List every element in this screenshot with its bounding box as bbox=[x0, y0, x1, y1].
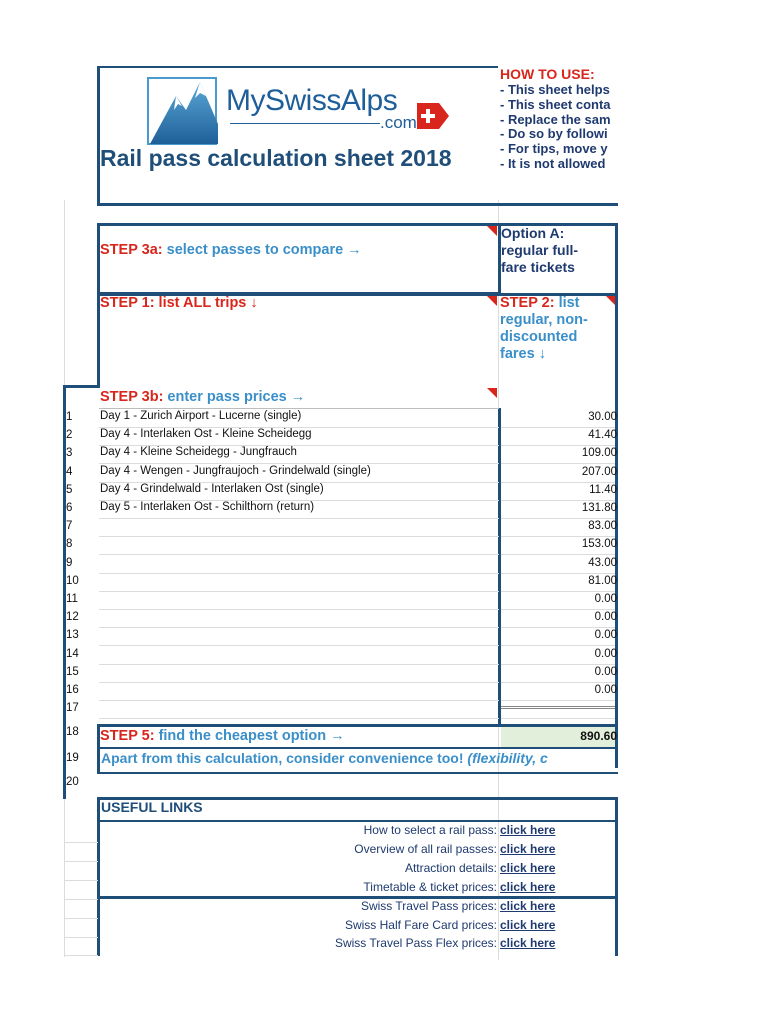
row-gridline bbox=[64, 899, 98, 900]
fare-cell[interactable]: 11.40 bbox=[589, 484, 617, 496]
row-gridline bbox=[64, 918, 98, 919]
how-to-line: - Do so by followi bbox=[500, 126, 608, 141]
row-gridline bbox=[99, 700, 499, 701]
row-gridline bbox=[99, 554, 499, 555]
fare-gridline bbox=[501, 645, 615, 646]
click-here-link[interactable]: click here bbox=[500, 918, 556, 932]
row-number: 10 bbox=[66, 575, 79, 587]
row-gridline bbox=[99, 609, 499, 610]
comment-flag-icon bbox=[487, 388, 497, 398]
useful-link-label: Attraction details: bbox=[404, 861, 497, 875]
row-number: 6 bbox=[66, 502, 73, 514]
row-number: 19 bbox=[66, 752, 79, 764]
fare-cell[interactable]: 0.00 bbox=[594, 684, 617, 696]
row-number: 5 bbox=[66, 484, 73, 496]
table-top-border bbox=[63, 385, 100, 388]
row-number: 11 bbox=[66, 593, 78, 605]
row-gridline bbox=[64, 880, 98, 881]
useful-link-label: How to select a rail pass: bbox=[363, 823, 497, 837]
fare-gridline bbox=[501, 536, 615, 537]
header-box-bottom-border bbox=[97, 203, 618, 206]
trip-cell[interactable]: Day 4 - Grindelwald - Interlaken Ost (single) bbox=[100, 483, 324, 495]
step3b-text: STEP 3b: enter pass prices → bbox=[100, 389, 306, 405]
row-number: 14 bbox=[66, 648, 79, 660]
row-gridline bbox=[99, 463, 499, 464]
row-gridline bbox=[99, 591, 499, 592]
row-number: 15 bbox=[66, 666, 79, 678]
row-gridline bbox=[99, 627, 499, 628]
trip-cell[interactable]: Day 4 - Wengen - Jungfraujoch - Grindelwald (single) bbox=[100, 465, 371, 477]
fare-column-left-border bbox=[498, 408, 501, 726]
fare-gridline bbox=[501, 427, 615, 428]
click-here-link[interactable]: click here bbox=[500, 936, 556, 950]
fare-cell[interactable]: 0.00 bbox=[594, 648, 617, 660]
fare-gridline bbox=[501, 591, 615, 592]
trip-cell[interactable]: Day 4 - Interlaken Ost - Kleine Scheidegg bbox=[100, 428, 312, 440]
how-to-heading: HOW TO USE: bbox=[500, 66, 595, 82]
row-number: 13 bbox=[66, 629, 79, 641]
fare-gridline bbox=[501, 682, 615, 683]
row-number: 8 bbox=[66, 538, 73, 550]
fare-cell[interactable]: 131.80 bbox=[581, 502, 617, 514]
row-number: 20 bbox=[66, 776, 79, 788]
row-gridline bbox=[64, 861, 98, 862]
comment-flag-icon bbox=[487, 296, 497, 306]
row-number: 2 bbox=[66, 429, 73, 441]
fare-gridline bbox=[501, 609, 615, 610]
fare-gridline bbox=[501, 573, 615, 574]
row-number: 12 bbox=[66, 611, 79, 623]
useful-link-label: Swiss Travel Pass Flex prices: bbox=[334, 936, 497, 950]
fare-gridline bbox=[501, 482, 615, 483]
step3a-box bbox=[97, 223, 501, 295]
fare-cell[interactable]: 41.40 bbox=[588, 429, 617, 441]
useful-link-label: Swiss Half Fare Card prices: bbox=[344, 918, 497, 932]
fare-cell[interactable]: 0.00 bbox=[594, 593, 617, 605]
row-number: 17 bbox=[66, 702, 79, 714]
row-gridline bbox=[64, 842, 98, 843]
how-to-line: - Replace the sam bbox=[500, 112, 611, 127]
useful-link-label: Swiss Travel Pass prices: bbox=[360, 899, 497, 913]
fare-gridline bbox=[501, 664, 615, 665]
total-value: 890.60 bbox=[580, 729, 617, 743]
fare-gridline bbox=[501, 627, 615, 628]
row-gridline bbox=[99, 536, 499, 537]
row-gridline bbox=[64, 937, 98, 938]
row-gridline bbox=[99, 664, 499, 665]
row-number: 7 bbox=[66, 520, 73, 532]
logo-underline bbox=[230, 123, 380, 124]
row-number: 9 bbox=[66, 557, 73, 569]
trip-cell[interactable]: Day 4 - Kleine Scheidegg - Jungfrauch bbox=[100, 446, 297, 458]
step5-text: STEP 5: find the cheapest option → bbox=[100, 728, 345, 744]
how-to-line: - This sheet conta bbox=[500, 97, 611, 112]
row-gridline bbox=[64, 955, 98, 956]
useful-links-heading-border bbox=[97, 820, 618, 822]
fare-cell[interactable]: 30.00 bbox=[588, 411, 617, 423]
row-number: 3 bbox=[66, 447, 73, 459]
page-title: Rail pass calculation sheet 2018 bbox=[100, 145, 452, 171]
step1-text: STEP 1: list ALL trips ↓ bbox=[100, 295, 258, 311]
convenience-bottom-border bbox=[97, 772, 618, 774]
fare-sum-line bbox=[501, 706, 615, 709]
logo-domain-text: .com bbox=[380, 113, 417, 132]
how-to-line: - This sheet helps bbox=[500, 82, 610, 97]
fare-cell[interactable]: 0.00 bbox=[594, 611, 617, 623]
fare-gridline bbox=[501, 718, 615, 719]
fare-cell[interactable]: 153.00 bbox=[581, 538, 617, 550]
fare-gridline bbox=[501, 700, 615, 701]
convenience-box bbox=[97, 749, 100, 773]
how-to-line: - It is not allowed bbox=[500, 156, 606, 171]
fare-gridline bbox=[501, 554, 615, 555]
fare-gridline bbox=[501, 518, 615, 519]
row-gridline bbox=[99, 573, 499, 574]
trip-cell[interactable]: Day 5 - Interlaken Ost - Schilthorn (return) bbox=[100, 501, 315, 513]
step2-text: STEP 2: list regular, non- discounted fares ↓ bbox=[500, 295, 588, 362]
trip-cell[interactable]: Day 1 - Zurich Airport - Lucerne (single) bbox=[100, 410, 302, 422]
how-to-line: - For tips, move y bbox=[500, 141, 608, 156]
useful-link-label: Timetable & ticket prices: bbox=[363, 880, 497, 894]
row-gridline bbox=[99, 718, 499, 719]
option-a-heading: Option A: regular full- fare tickets bbox=[501, 225, 579, 275]
row-number: 16 bbox=[66, 684, 79, 696]
fare-gridline bbox=[501, 445, 615, 446]
comment-flag-icon bbox=[487, 226, 497, 236]
fare-cell[interactable]: 0.00 bbox=[594, 666, 617, 678]
fare-cell[interactable]: 0.00 bbox=[594, 629, 617, 641]
fare-cell[interactable]: 109.00 bbox=[581, 447, 617, 459]
fare-gridline bbox=[501, 463, 615, 464]
click-here-link[interactable]: click here bbox=[500, 880, 556, 894]
header-box-top-border bbox=[97, 66, 498, 68]
click-here-link[interactable]: click here bbox=[500, 899, 556, 913]
click-here-link[interactable]: click here bbox=[500, 861, 556, 875]
useful-links-heading: USEFUL LINKS bbox=[101, 799, 203, 815]
logo-brand-text: MySwissAlps bbox=[226, 84, 398, 117]
row-number: 18 bbox=[66, 726, 79, 738]
step3a-text: STEP 3a: select passes to compare → bbox=[100, 242, 362, 258]
convenience-text: Apart from this calculation, consider convenience too! (flexibility, c bbox=[101, 750, 548, 766]
useful-link-label: Overview of all rail passes: bbox=[354, 842, 497, 856]
row-number: 4 bbox=[66, 466, 73, 478]
click-here-link[interactable]: click here bbox=[500, 823, 556, 837]
row-number: 1 bbox=[66, 411, 73, 423]
fare-cell[interactable]: 81.00 bbox=[588, 575, 617, 587]
click-here-link[interactable]: click here bbox=[500, 842, 556, 856]
row-gridline bbox=[99, 518, 499, 519]
row-gridline bbox=[99, 645, 499, 646]
header-box-left-border bbox=[97, 66, 100, 206]
fare-cell[interactable]: 207.00 bbox=[581, 466, 617, 478]
trip-area-top-line bbox=[99, 408, 499, 409]
step5-bottom-border bbox=[97, 747, 618, 749]
row-gridline bbox=[99, 682, 499, 683]
fare-cell[interactable]: 43.00 bbox=[588, 557, 617, 569]
fare-gridline bbox=[501, 500, 615, 501]
fare-cell[interactable]: 83.00 bbox=[588, 520, 617, 532]
